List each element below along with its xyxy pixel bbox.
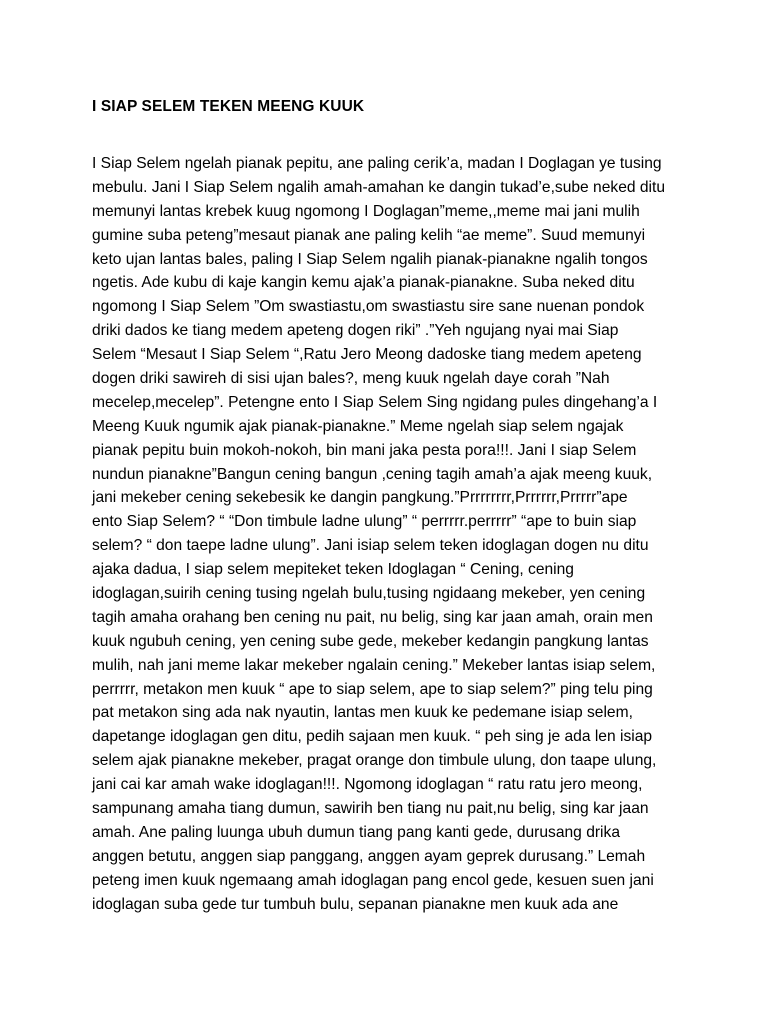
document-title: I SIAP SELEM TEKEN MEENG KUUK [92, 98, 365, 115]
body-line: pat metakon sing ada nak nyautin, lantas men kuuk ke pedemane isiap selem, [92, 704, 633, 722]
body-line: I Siap Selem ngelah pianak pepitu, ane paling cerik’a, madan I Doglagan ye tusing [92, 155, 662, 172]
body-line: jani cai kar amah wake idoglagan!!!. Ngomong idoglagan “ ratu ratu jero meong, [92, 776, 643, 794]
body-line: gumine suba peteng”mesaut pianak ane paling kelih “ae meme”. Suud memunyi [92, 226, 646, 244]
document-body [92, 152, 692, 917]
body-line: memunyi lantas krebek kuug ngomong I Doglagan”meme,,meme mai jani mulih [92, 202, 640, 220]
body-line: idoglagan,suirih cening tusing ngelah bulu,tusing ngidaang mekeber, yen cening [92, 585, 646, 603]
body-line: amah. Ane paling luunga ubuh dumun tiang pang kanti gede, durusang drika [92, 823, 620, 841]
body-line: dogen driki sawireh di sisi ujan bales?, meng kuuk ngelah daye corah ”Nah [92, 370, 610, 388]
body-line: anggen betutu, anggen siap panggang, anggen ayam geprek durusang.” Lemah [92, 847, 646, 865]
body-line: Selem “Mesaut I Siap Selem “,Ratu Jero Meong dadoske tiang medem apeteng [92, 346, 642, 364]
body-line: perrrrr, metakon men kuuk “ ape to siap selem, ape to siap selem?” ping telu ping [92, 680, 653, 698]
body-line: selem ajak pianakne mekeber, pragat orange don timbule ulung, don taape ulung, [92, 752, 657, 770]
body-line: ajaka dadua, I siap selem mepiteket teken Idoglagan “ Cening, cening [92, 561, 574, 579]
body-line: pianak pepitu buin mokoh-nokoh, bin mani jaka pesta pora!!!. Jani I siap Selem [92, 441, 637, 459]
body-line: mebulu. Jani I Siap Selem ngalih amah-amahan ke dangin tukad’e,sube neked ditu [92, 178, 666, 196]
body-line: mulih, nah jani meme lakar mekeber ngalain cening.” Mekeber lantas isiap selem, [92, 656, 656, 674]
body-line: selem? “ don taepe ladne ulung”. Jani isiap selem teken idoglagan dogen nu ditu [92, 537, 649, 555]
body-line: Meeng Kuuk ngumik ajak pianak-pianakne.” Meme ngelah siap selem ngajak [92, 417, 624, 435]
body-line: nundun pianakne”Bangun cening bangun ,cening tagih amah’a ajak meeng kuuk, [92, 465, 653, 483]
body-line: jani mekeber cening sekebesik ke dangin pangkung.”Prrrrrrrr,Prrrrrr,Prrrrr”ape [92, 489, 628, 507]
body-line: keto ujan lantas bales, paling I Siap Selem ngalih pianak-pianakne ngalih tongos [92, 250, 648, 268]
body-line: mecelep,mecelep”. Petengne ento I Siap Selem Sing ngidang pules dingehang’a I [92, 393, 658, 411]
body-line: sampunang amaha tiang dumun, sawirih ben tiang nu pait,nu belig, sing kar jaan [92, 800, 649, 818]
body-line: kuuk ngubuh cening, yen cening sube gede, mekeber kedangin pangkung lantas [92, 632, 649, 650]
body-line: idoglagan suba gede tur tumbuh bulu, sepanan pianakne men kuuk ada ane [92, 895, 619, 913]
body-line: tagih amaha orahang ben cening nu pait, nu belig, sing kar jaan amah, orain men [92, 608, 653, 626]
body-line: ngetis. Ade kubu di kaje kangin kemu ajak’a pianak-pianakne. Suba neked ditu [92, 274, 635, 292]
body-line: driki dados ke tiang medem apeteng dogen riki” .”Yeh ngujang nyai mai Siap [92, 322, 619, 340]
body-line: ento Siap Selem? “ “Don timbule ladne ulung” “ perrrrr.perrrrr” “ape to buin siap [92, 513, 637, 531]
body-line: peteng imen kuuk ngemaang amah idoglagan pang encol gede, kesuen suen jani [92, 871, 654, 889]
body-line: dapetange idoglagan gen ditu, pedih sajaan men kuuk. “ peh sing je ada len isiap [92, 728, 653, 746]
body-line: ngomong I Siap Selem ”Om swastiastu,om swastiastu sire sane nuenan pondok [92, 298, 645, 316]
